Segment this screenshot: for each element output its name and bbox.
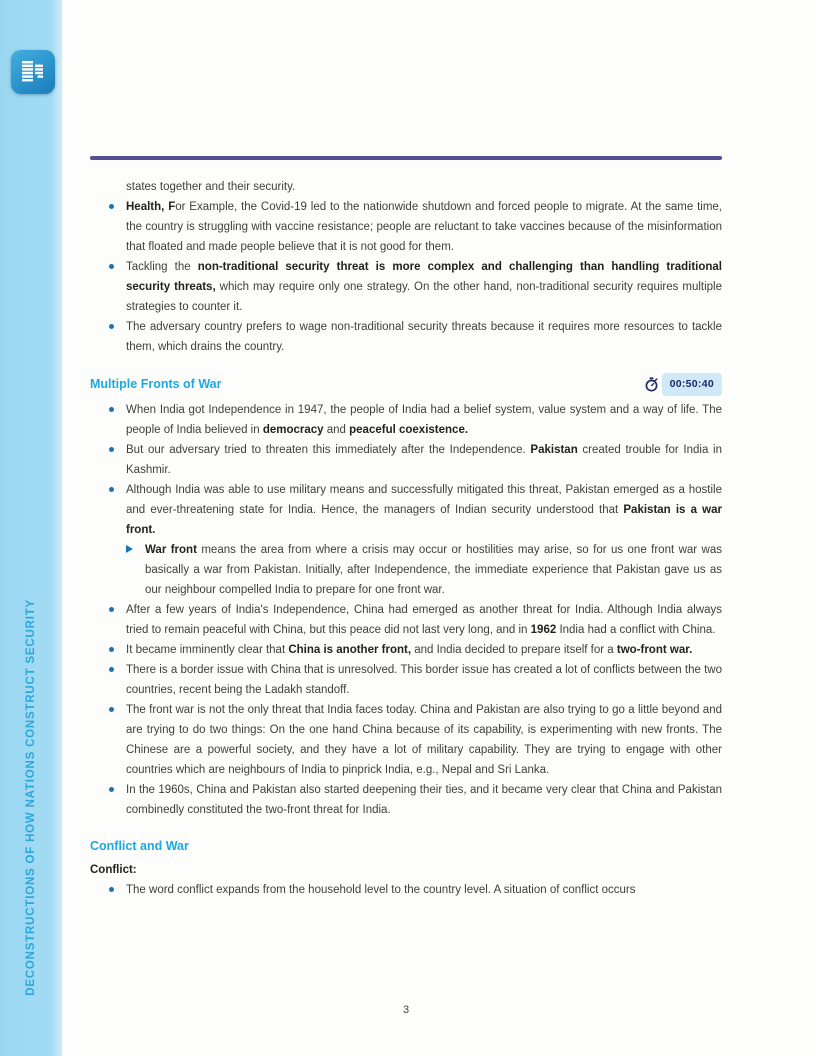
bold-text: Health, F: [126, 200, 176, 213]
section-heading-row: [90, 373, 722, 396]
bold-text: peaceful coexistence.: [349, 423, 469, 436]
text-run: India had a conflict with China.: [556, 623, 716, 636]
bold-text: War front: [145, 543, 197, 556]
text-run: The word conflict expands from the household level to the country level. A situation of conflict occurs: [126, 883, 636, 896]
bullet-item: [90, 400, 722, 440]
bullet-dot-icon: [109, 407, 114, 412]
text-run: In the 1960s, China and Pakistan also started deepening their ties, and it became very clear that China and Pakistan combinedly constituted the two-front threat for India.: [126, 783, 722, 816]
page-number: 3: [402, 1004, 410, 1016]
header-divider-line: [90, 156, 722, 160]
bold-text: two-front war.: [616, 643, 693, 656]
bold-text: non-traditional security threat is more complex and challenging than handling traditional security threats,: [126, 260, 722, 293]
sub-bullet-item: [90, 540, 722, 600]
bullet-item: [90, 700, 722, 780]
text-run: which may require only one strategy. On the other hand, non-traditional security requires multiple strategies to counter it.: [126, 280, 722, 313]
pw-logo-icon: [11, 50, 55, 94]
bullet-dot-icon: [109, 487, 114, 492]
bullet-dot-icon: [109, 667, 114, 672]
bold-text: democracy: [262, 423, 324, 436]
arrow-bullet-icon: [126, 545, 133, 553]
section-heading-row: [90, 836, 722, 856]
text-run: The adversary country prefers to wage non-traditional security threats because it requires more resources to tackle them, which drains the country.: [126, 320, 722, 353]
text-run: The front war is not the only threat that India faces today. China and Pakistan are also trying to go a little beyond and are trying to do two things: On the one hand China because of its capability, is experimenting with new fronts. The Chinese are a powerful society, and they have a lot of military capability. They are trying to engage with other countries which are neighbours of India to pinprick India, e.g., Nepal and Sri Lanka.: [126, 703, 722, 776]
bullet-dot-icon: [109, 264, 114, 269]
timer-badge: [644, 373, 722, 396]
text-run: and: [323, 423, 350, 436]
bullet-dot-icon: [109, 707, 114, 712]
bullet-item: [90, 317, 722, 357]
text-run: After a few years of India's Independence, China had emerged as another threat for India. Although India always tried to remain peaceful with China, but this peace did not last very long, and in: [126, 603, 722, 636]
document-content: [90, 156, 722, 900]
timer-value: 00:50:40: [662, 373, 722, 396]
bullet-dot-icon: [109, 447, 114, 452]
bullet-dot-icon: [109, 647, 114, 652]
section-heading: Multiple Fronts of War: [90, 377, 222, 391]
text-run: When India got Independence in 1947, the people of India had a belief system, value system and a way of life. The people of India believed in: [126, 403, 722, 436]
pw-logo-glyph: [18, 57, 48, 87]
text-run: means the area from where a crisis may occur or hostilities may arise, so for us one front war was basically a war from Pakistan. Initially, after Independence, the immediate experience that Pakistan gave us as our neighbour compelled India to prepare for one front war.: [145, 543, 723, 596]
text-run: states together and their security.: [126, 180, 296, 193]
sidebar: [0, 0, 62, 1056]
text-run: Tackling the: [126, 260, 198, 273]
document-blocks: [90, 177, 722, 900]
text-run: created trouble for India in Kashmir.: [126, 443, 722, 476]
text-run: Although India was able to use military means and successfully mitigated this threat, Pakistan emerged as a hostile and ever-threatening state for India. Hence, the managers of Indian security understood that: [126, 483, 722, 516]
continuation-line: [90, 177, 722, 197]
bullet-item: [90, 440, 722, 480]
section-heading: Conflict and War: [90, 838, 189, 853]
bold-text: 1962: [530, 623, 557, 636]
bullet-dot-icon: [109, 787, 114, 792]
bold-text: Pakistan is a war front.: [126, 503, 722, 536]
sidebar-vertical-title: DECONSTRUCTIONS OF HOW NATIONS CONSTRUCT SECURITY: [25, 599, 37, 996]
text-run: But our adversary tried to threaten this immediately after the Independence.: [126, 443, 531, 456]
bullet-item: [90, 600, 722, 640]
bullet-dot-icon: [109, 324, 114, 329]
bold-label: Conflict:: [90, 863, 137, 876]
bullet-item: [90, 197, 722, 257]
text-run: and India decided to prepare itself for a: [411, 643, 617, 656]
bullet-item: [90, 880, 722, 900]
bullet-item: [90, 640, 722, 660]
bold-text: China is another front,: [288, 643, 412, 656]
sidebar-vertical-title-wrap: [0, 599, 62, 996]
stopwatch-icon: [644, 377, 659, 392]
text-run: There is a border issue with China that is unresolved. This border issue has created a lot of conflicts between the two countries, recent being the Ladakh standoff.: [126, 663, 722, 696]
bullet-item: [90, 257, 722, 317]
bullet-dot-icon: [109, 887, 114, 892]
text-run: or Example, the Covid-19 led to the nationwide shutdown and forced people to migrate. At the same time, the country is struggling with vaccine resistance; people are reluctant to take vaccines because of the misinformation that floated and made people believe that it is not good for them.: [126, 200, 723, 253]
bold-text: Pakistan: [530, 443, 578, 456]
bullet-item: [90, 780, 722, 820]
bullet-item: [90, 480, 722, 540]
bullet-item: [90, 660, 722, 700]
bullet-dot-icon: [109, 607, 114, 612]
text-run: It became imminently clear that: [126, 643, 289, 656]
bullet-dot-icon: [109, 204, 114, 209]
